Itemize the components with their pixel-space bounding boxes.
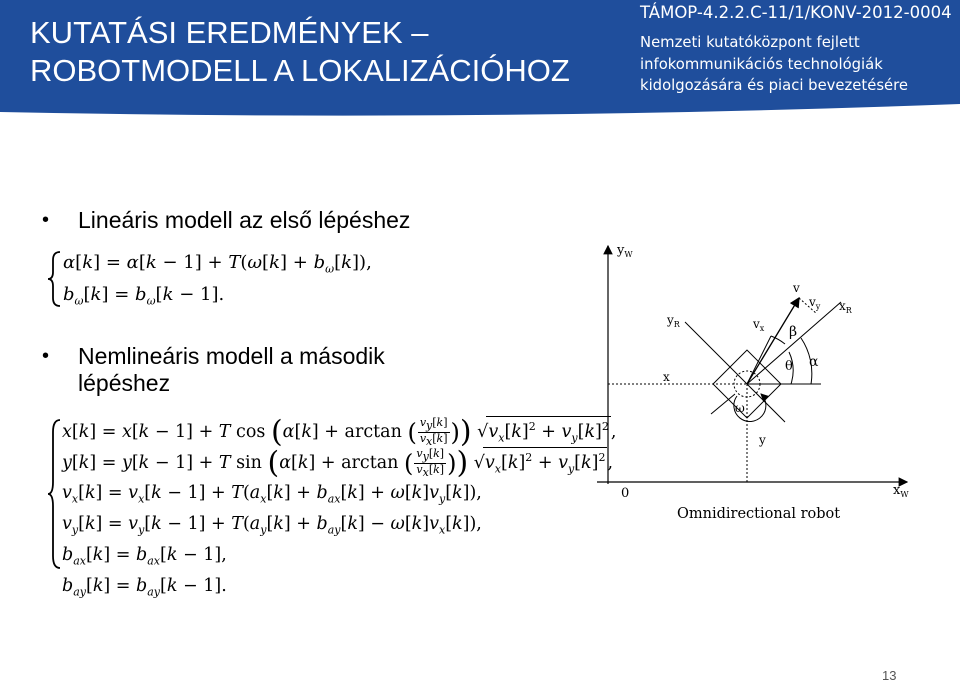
title-line-1: KUTATÁSI EREDMÉNYEK – <box>30 15 429 50</box>
bullet-dot-icon: • <box>42 345 50 367</box>
label-xw: $x_W$ <box>893 483 909 499</box>
label-alpha: α <box>809 354 819 370</box>
label-xr: $x_R$ <box>839 299 852 315</box>
label-beta: β <box>789 324 798 340</box>
label-omega: ω <box>735 401 745 415</box>
label-yw: $y_W$ <box>617 243 633 259</box>
label-origin: 0 <box>621 486 630 501</box>
project-info <box>640 2 958 97</box>
title-line-2: ROBOTMODELL A LOKALIZÁCIÓHOZ <box>30 53 570 88</box>
label-vy: $v_y$ <box>809 295 821 311</box>
nonlinear-equations <box>62 416 616 602</box>
nonlinear-eq-5: $b_{ax}[k] = b_{ax}[k - 1]$, <box>62 545 227 568</box>
project-desc-line-2: infokommunikációs technológiák <box>640 55 883 73</box>
linear-eq-1: $\alpha[k] = \alpha[k - 1] + T(\omega[k] + b_\omega[k])$, <box>63 252 372 276</box>
page-title <box>30 14 610 90</box>
label-vx: $v_x$ <box>753 317 765 333</box>
velocity-x-component <box>747 336 771 384</box>
linear-equations <box>63 247 372 311</box>
nonlinear-eq-6: $b_{ay}[k] = b_{ay}[k - 1]$. <box>62 576 227 599</box>
project-desc-line-3: kidolgozására és piaci bevezetésére <box>640 77 908 94</box>
project-desc-line-1: Nemzeti kutatóközpont fejlett <box>640 34 860 51</box>
label-x: x <box>663 370 670 384</box>
label-yr: $y_R$ <box>667 313 680 329</box>
project-description <box>640 32 958 97</box>
linear-eq-2: $b_\omega[k] = b_\omega[k - 1]$. <box>63 284 225 308</box>
robot-diagram <box>595 236 925 536</box>
bullet-linear-model <box>42 207 411 234</box>
project-code: TÁMOP-4.2.2.C-11/1/KONV-2012-0004 <box>640 3 952 22</box>
label-v: v <box>793 281 800 295</box>
nonlinear-eq-3: $v_x[k] = v_x[k - 1] + T(a_x[k] + b_{ax}[k] + \omega[k]v_y[k])$, <box>62 483 482 506</box>
nonlinear-eq-1: x[k] = x[k − 1] + T cos (α[k] + arctan ( $\frac{v_y[k]}{v_x[k]}$ )) $√v_x[k]^2 + v_y[k]^2$ , <box>62 414 617 450</box>
nonlinear-eq-2: y[k] = y[k − 1] + T sin (α[k] + arctan ( $\frac{v_y[k]}{v_x[k]}$ )) $√v_x[k]^2 + v_y[k]^2$ , <box>62 445 614 481</box>
linear-brace <box>46 250 62 308</box>
robot-x-axis <box>747 302 841 384</box>
label-theta: θ <box>785 359 793 374</box>
bullet-dot-icon: • <box>42 209 50 231</box>
bullet-nonlinear-text-1: Nemlineáris modell a második <box>78 343 385 369</box>
bullet-nonlinear-model <box>42 343 478 397</box>
robot-y-axis <box>685 322 747 384</box>
bullet-nonlinear-text-2: lépéshez <box>78 370 171 396</box>
nonlinear-eq-4: $v_y[k] = v_y[k - 1] + T(a_y[k] + b_{ay}[k] - \omega[k]v_x[k])$, <box>62 514 482 537</box>
label-y: y <box>759 433 766 447</box>
bullet-linear-text: Lineáris modell az első lépéshez <box>78 207 411 233</box>
robot-x-axis-ext <box>711 394 735 414</box>
page-number: 13 <box>882 668 897 683</box>
diagram-caption: Omnidirectional robot <box>677 506 841 522</box>
nonlinear-brace <box>46 418 62 570</box>
